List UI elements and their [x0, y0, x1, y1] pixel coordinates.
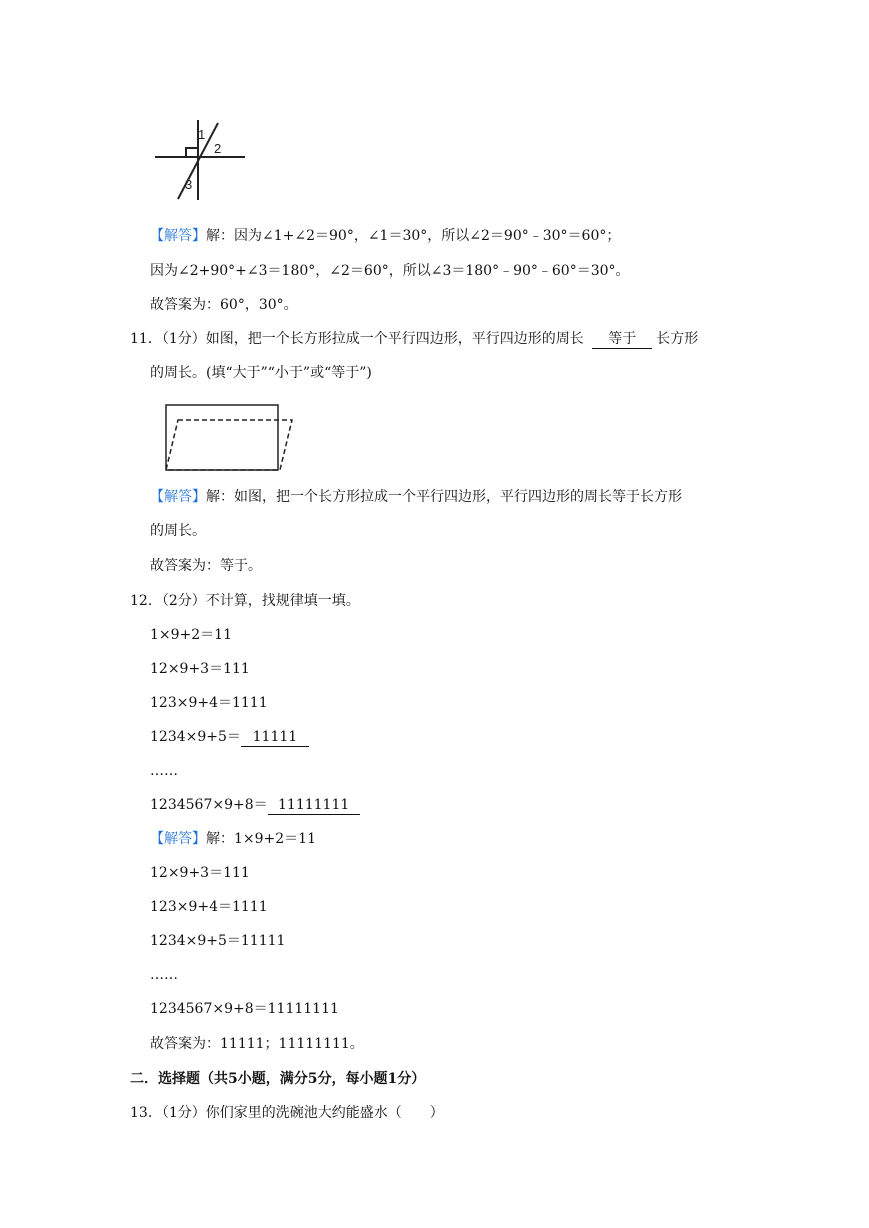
q11-answer-blank: 等于: [592, 330, 652, 349]
q12-solution-line4: 1234×9+5＝11111: [150, 933, 286, 949]
q11-solution-line2: 的周长。: [150, 523, 206, 539]
q12-answer-blank-2: 11111111: [268, 796, 360, 815]
answer-tag: 【解答】: [150, 831, 206, 847]
angle-label-2: 2: [214, 141, 222, 156]
q12-blank-line1: 1234×9+5＝ 11111: [150, 727, 309, 747]
q11-final-answer: 故答案为：等于。: [150, 558, 262, 574]
angle-label-3: 3: [185, 177, 193, 192]
q12-solution-line2: 12×9+3＝111: [150, 865, 250, 881]
q13-stem: 13．（1分）你们家里的洗碗池大约能盛水（ ）: [130, 1105, 444, 1121]
answer-tag: 【解答】: [150, 489, 206, 505]
q12-pattern-line3: 123×9+4＝1111: [150, 695, 268, 711]
q12-ellipsis: ……: [150, 763, 178, 779]
answer-tag: 【解答】: [150, 228, 206, 244]
q11-stem-line1: 11．（1分）如图，把一个长方形拉成一个平行四边形，平行四边形的周长 等于 长方形: [130, 331, 699, 347]
q10-final-answer: 故答案为：60°，30°。: [150, 297, 298, 313]
section-heading: 二．选择题（共5小题，满分5分，每小题1分）: [130, 1071, 426, 1087]
q11-solution-line1: 【解答】解：如图，把一个长方形拉成一个平行四边形，平行四边形的周长等于长方形: [150, 489, 682, 505]
q12-pattern-line1: 1×9+2＝11: [150, 627, 232, 643]
q12-solution-ellipsis: ……: [150, 967, 178, 983]
q11-stem-line2: 的周长。(填“大于”“小于”或“等于”): [150, 365, 372, 381]
angle-label-1: 1: [198, 127, 206, 142]
q12-solution-line3: 123×9+4＝1111: [150, 899, 268, 915]
q12-final-answer: 故答案为：11111；11111111。: [150, 1036, 364, 1052]
q12-solution-line1: 【解答】解：1×9+2＝11: [150, 831, 316, 847]
rectangle-parallelogram-figure: [162, 400, 302, 480]
q12-answer-blank-1: 11111: [241, 728, 309, 747]
q12-stem: 12．（2分）不计算，找规律填一填。: [130, 593, 360, 609]
q10-solution-line1: 【解答】解：因为∠1+∠2＝90°，∠1＝30°，所以∠2＝90°﹣30°＝60°；: [150, 228, 621, 244]
q12-pattern-line2: 12×9+3＝111: [150, 661, 250, 677]
q12-solution-line5: 1234567×9+8＝11111111: [150, 1001, 339, 1017]
q10-solution-line2: 因为∠2+90°+∠3＝180°，∠2＝60°，所以∠3＝180°﹣90°﹣60°＝30°。: [150, 263, 630, 279]
angle-figure: [150, 115, 250, 205]
q12-blank-line2: 1234567×9+8＝ 11111111: [150, 795, 360, 815]
